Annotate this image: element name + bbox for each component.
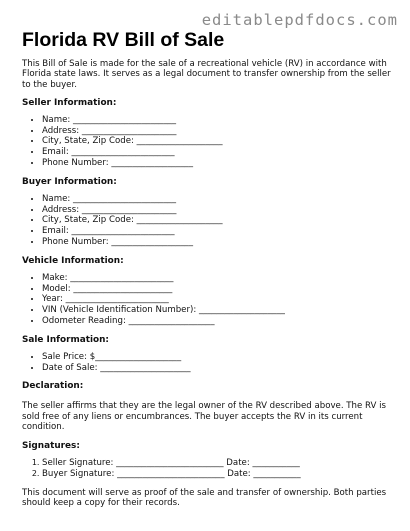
vehicle-model-field: • Model: _______________________ (42, 284, 392, 295)
seller-name-field: • Name: ________________________ (42, 115, 392, 126)
sale-date-field: • Date of Sale: _____________________ (42, 363, 392, 374)
vehicle-make-field: • Make: ________________________ (42, 273, 392, 284)
buyer-heading: Buyer Information: (22, 176, 117, 187)
buyer-list (22, 194, 392, 248)
signatures-list (22, 458, 392, 480)
seller-address-field: • Address: ______________________ (42, 126, 392, 137)
seller-heading: Seller Information: (22, 97, 117, 108)
vehicle-heading: Vehicle Information: (22, 255, 124, 266)
buyer-signature-line: 2. Buyer Signature: _________________________ Date: ___________ (42, 469, 392, 480)
sale-list (22, 352, 392, 374)
sale-heading: Sale Information: (22, 334, 109, 345)
declaration-heading: Declaration: (22, 381, 84, 392)
vehicle-odometer-field: • Odometer Reading: ____________________ (42, 316, 392, 327)
sale-price-field: • Sale Price: $____________________ (42, 352, 392, 363)
closing-paragraph: This document will serve as proof of the sale and transfer of ownership. Both parties should keep a copy for their records. (22, 487, 387, 509)
seller-list (22, 115, 392, 169)
watermark: editablepdfdocs.com (201, 11, 398, 29)
vehicle-list (22, 273, 392, 327)
document-body (22, 30, 392, 509)
document-title: Florida RV Bill of Sale (22, 29, 225, 51)
buyer-name-field: • Name: ________________________ (42, 194, 392, 205)
seller-city-field: • City, State, Zip Code: ____________________ (42, 136, 392, 147)
intro-paragraph: This Bill of Sale is made for the sale of a recreational vehicle (RV) in accordance with Florida state laws. It serves as a legal document to transfer ownership from the seller to the buyer. (22, 59, 391, 90)
vehicle-year-field: • Year: ________________________ (42, 294, 392, 305)
vehicle-vin-field: • VIN (Vehicle Identification Number): ____________________ (42, 305, 392, 316)
seller-signature-line: 1. Seller Signature: _________________________ Date: ___________ (42, 458, 392, 469)
buyer-phone-field: • Phone Number: ___________________ (42, 237, 392, 248)
buyer-city-field: • City, State, Zip Code: ____________________ (42, 215, 392, 226)
seller-phone-field: • Phone Number: ___________________ (42, 158, 392, 169)
buyer-address-field: • Address: ______________________ (42, 205, 392, 216)
declaration-paragraph: The seller affirms that they are the legal owner of the RV described above. The RV is sold free of any liens or encumbrances. The buyer accepts the RV in its current condition. (22, 401, 386, 433)
buyer-email-field: • Email: ________________________ (42, 226, 392, 237)
signatures-heading: Signatures: (22, 441, 80, 452)
seller-email-field: • Email: ________________________ (42, 147, 392, 158)
